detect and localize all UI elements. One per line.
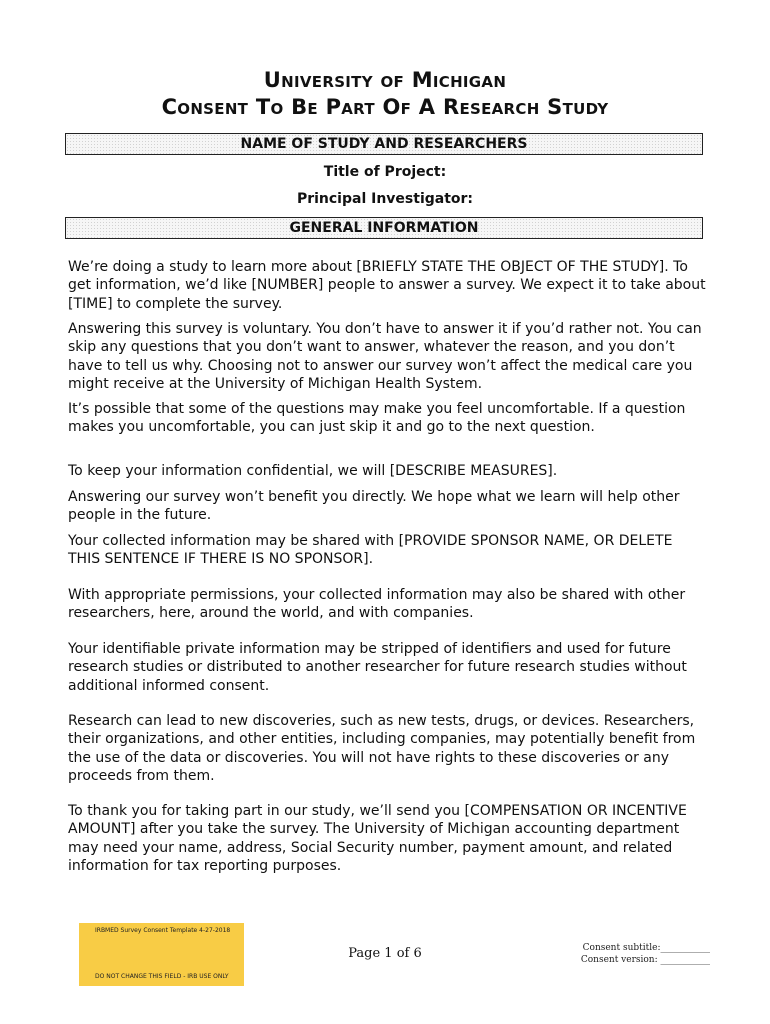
document-title-line2: Consent To Be Part Of A Research Study — [161, 95, 609, 119]
paragraph-benefit: Answering our survey won’t benefit you directly. We hope what we learn will help other people in the future. — [68, 489, 680, 524]
document-title-line1: University of Michigan — [263, 68, 507, 92]
irb-stamp-warning-label: DO NOT CHANGE THIS FIELD - IRB USE ONLY — [95, 973, 229, 980]
paragraph-sponsor: Your collected information may be shared with [PROVIDE SPONSOR NAME, OR DELETE THIS SENTENCE IF THERE IS NO SPONSOR]. — [68, 533, 673, 568]
page-number: Page 1 of 6 — [348, 946, 422, 961]
paragraph-study-purpose: We’re doing a study to learn more about [BRIEFLY STATE THE OBJECT OF THE STUDY]. To get information, we’d like [NUMBER] people to answer a survey. We expect it to take about [TIME] to complete the survey. — [68, 259, 706, 312]
paragraph-confidential: To keep your information confidential, we will [DESCRIBE MEASURES]. — [68, 463, 558, 479]
irb-stamp-template-label: IRBMED Survey Consent Template 4-27-2018 — [95, 927, 231, 934]
consent-version-field: Consent version: ___________ — [580, 955, 710, 965]
principal-investigator-label: Principal Investigator: — [296, 191, 474, 207]
title-of-project-label: Title of Project: — [323, 164, 447, 180]
paragraph-voluntary: Answering this survey is voluntary. You don’t have to answer it if you’d rather not. You can skip any questions that you don’t want to answer, whatever the reason, and you don’t have to tell us why. Choosing not to answer our survey won’t affect the medical care you might receive at the University of Michigan Health System. — [68, 321, 702, 392]
section-banner-general: GENERAL INFORMATION — [65, 217, 703, 239]
irb-stamp-box — [79, 923, 244, 986]
paragraph-identifiers: Your identifiable private information may be stripped of identifiers and used for future research studies or distributed to another researcher for future research studies without additional informed consent. — [68, 641, 687, 694]
section-banner-study: NAME OF STUDY AND RESEARCHERS — [65, 133, 703, 155]
paragraph-permissions: With appropriate permissions, your collected information may also be shared with other researchers, here, around the world, and with companies. — [68, 587, 686, 622]
paragraph-compensation: To thank you for taking part in our study, we’ll send you [COMPENSATION OR INCENTIVE AMOUNT] after you take the survey. The University of Michigan accounting department may need your name, address, Social Security number, payment amount, and related information for tax reporting purposes. — [68, 803, 687, 874]
paragraph-discoveries: Research can lead to new discoveries, such as new tests, drugs, or devices. Researchers, their organizations, and other entities, including companies, may potentially benefit from the use of the data or discoveries. You will not have rights to these discoveries or any proceeds from them. — [68, 713, 696, 784]
consent-subtitle-field: Consent subtitle:___________ — [582, 943, 710, 953]
paragraph-discomfort: It’s possible that some of the questions may make you feel uncomfortable. If a question makes you uncomfortable, you can just skip it and go to the next question. — [68, 401, 686, 436]
